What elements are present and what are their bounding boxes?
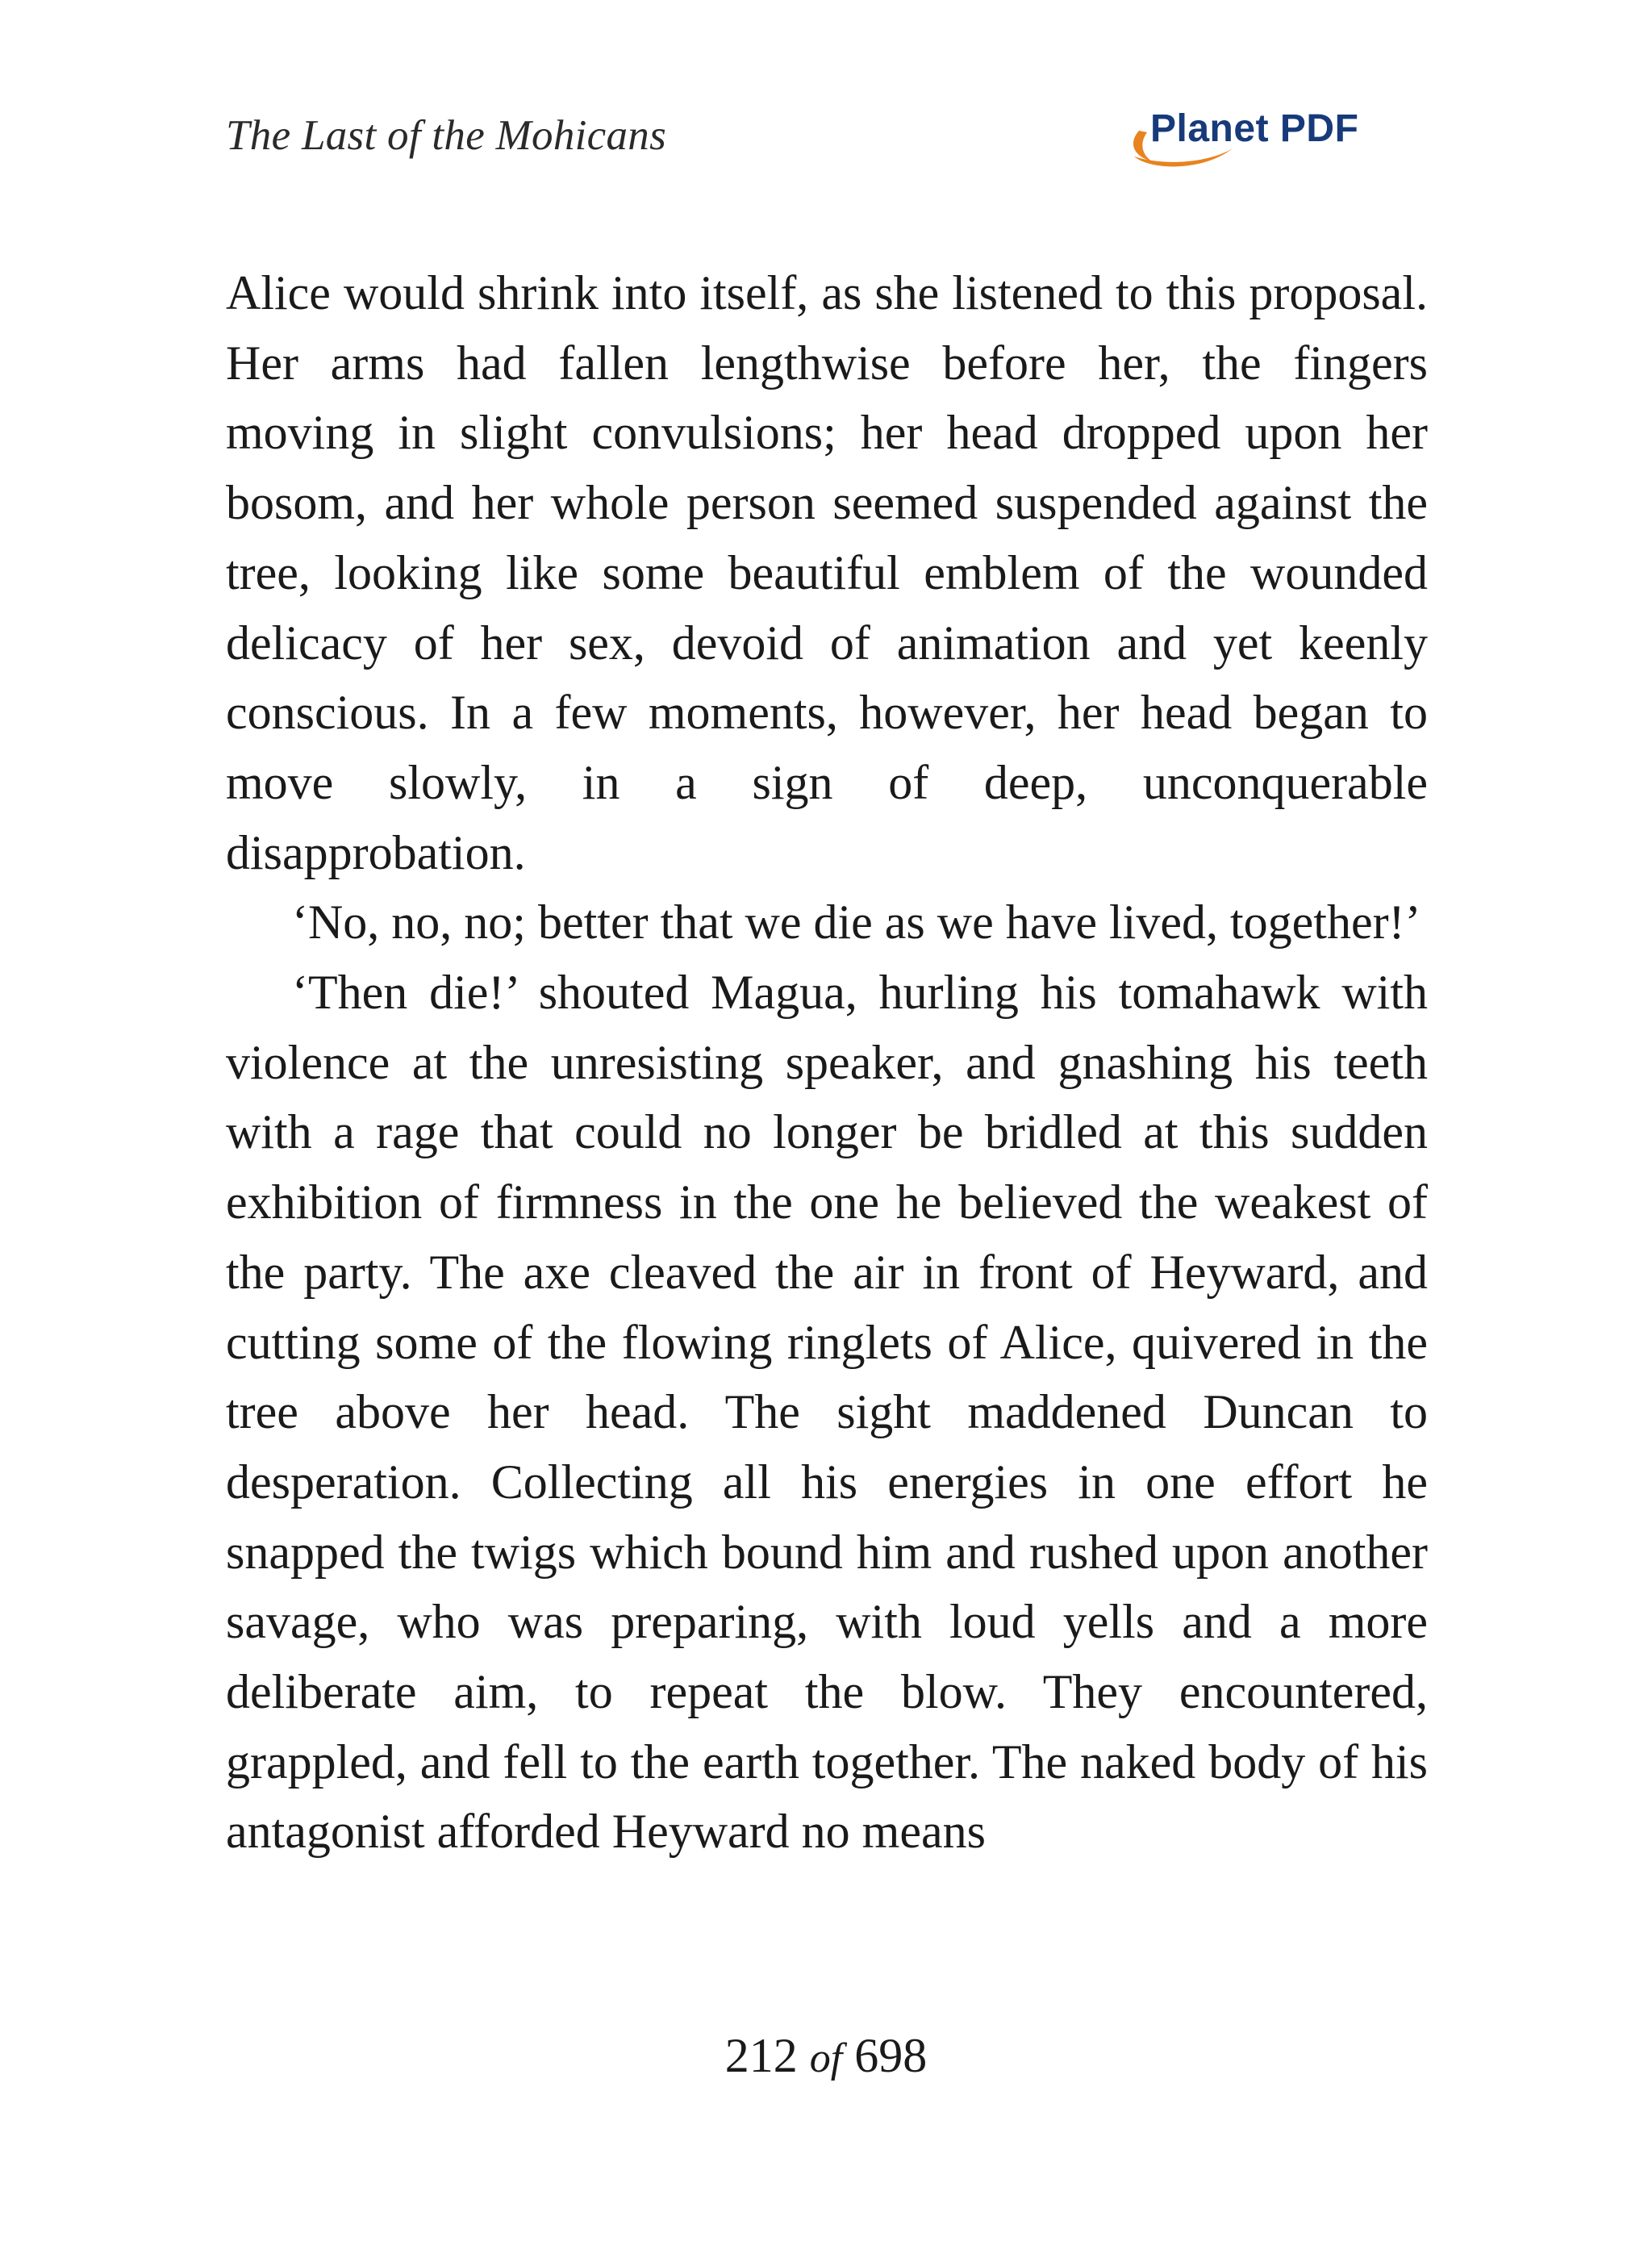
- total-page-count: 698: [854, 2029, 928, 2082]
- planet-pdf-logo: [1128, 103, 1402, 171]
- paragraph: ‘No, no, no; better that we die as we have lived, together!’: [292, 895, 1421, 950]
- body-text: [226, 258, 1428, 1867]
- paragraph: Alice would shrink into itself, as she listened to this proposal. Her arms had fallen lengthwise before her, the fingers moving in slight convulsions; her head dropped upon her bosom, and her whole person seemed suspended against the tree, looking like some beautiful emblem of the wounded delicacy of her sex, devoid of animation and yet keenly conscious. In a few moments, however, her head began to move slowly, in a sign of deep, unconquerable disapprobation.: [226, 266, 1428, 879]
- paragraph: ‘Then die!’ shouted Magua, hurling his tomahawk with violence at the unresisting speaker, and gnashing his teeth with a rage that could no longer be bridled at this sudden exhibition of firmness in the one he believed the weakest of the party. The axe cleaved the air in front of Heyward, and cutting some of the flowing ringlets of Alice, quivered in the tree above her head. The sight maddened Duncan to desperation. Collecting all his energies in one effort he snapped the twigs which bound him and rushed upon another savage, who was preparing, with loud yells and a more deliberate aim, to repeat the blow. They encountered, grappled, and fell to the earth together. The naked body of his antagonist afforded Heyward no means: [226, 966, 1428, 1859]
- page-number: [0, 2028, 1652, 2084]
- page-of-word: of: [809, 2035, 843, 2081]
- book-title: The Last of the Mohicans: [226, 112, 667, 159]
- page-header: [226, 103, 1426, 176]
- logo-text: Planet PDF: [1150, 107, 1359, 150]
- current-page-number: 212: [724, 2029, 798, 2082]
